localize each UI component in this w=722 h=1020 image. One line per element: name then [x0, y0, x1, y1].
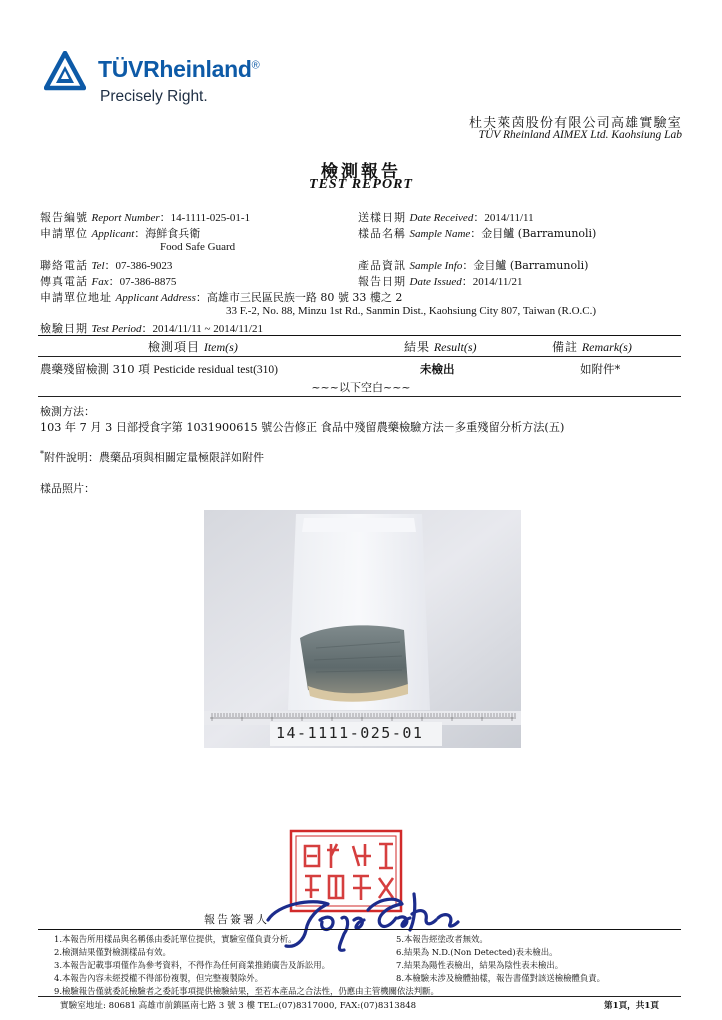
- note-item: 1.本報告所用樣品與名稱係由委託單位提供，實驗室僅負責分析。: [54, 934, 297, 944]
- col-header-result: 結果 Result(s): [404, 340, 477, 354]
- address-field: 申請單位地址 Applicant Address：高雄市三民區民族一路 80 號 33 樓之 2: [40, 291, 403, 304]
- brand-logo-text: TÜVRheinland®: [98, 56, 260, 82]
- note-item: 7.結果為陽性表檢出，結果為陰性表未檢出。: [396, 960, 564, 970]
- address-en: 33 F.-2, No. 88, Minzu 1st Rd., Sanmin Dist., Kaohsiung City 807, Taiwan (R.O.C.): [226, 305, 597, 317]
- date-received-field: 送樣日期 Date Received：2014/11/11: [358, 211, 534, 224]
- method-label: 檢測方法：: [40, 405, 95, 418]
- remark-value: 如附件*: [580, 362, 621, 376]
- report-title-cn: 檢測報告: [321, 162, 401, 182]
- table-top-rule: [38, 335, 681, 336]
- table-header-rule: [38, 356, 681, 357]
- note-item: 9.檢驗報告僅就委託檢驗者之委託事項提供檢驗結果，至若本產品之合法性，仍應由主管機關依法判斷。: [54, 986, 439, 996]
- signatory-label: 報告簽署人: [204, 913, 269, 926]
- method-text: 103 年 7 月 3 日部授食字第 1031900615 號公告修正 食品中殘留農藥檢驗方法－多重殘留分析方法(五): [40, 421, 565, 434]
- attachment-note: *附件說明：農藥品項與相關定量極限詳如附件: [40, 449, 264, 464]
- note-item: 6.結果為 N.D.(Non Detected)表未檢出。: [396, 947, 558, 957]
- lab-name-cn: 杜夫萊茵股份有限公司高雄實驗室: [468, 116, 682, 131]
- table-row: 農藥殘留檢測 310 項 Pesticide residual test(310): [40, 362, 278, 376]
- test-period-field: 檢驗日期 Test Period：2014/11/11 ~ 2014/11/21: [40, 322, 263, 335]
- blank-below-note: ~~~以下空白~~~: [311, 381, 411, 394]
- fax-field: 傳真電話 Fax：07-386-8875: [40, 275, 177, 288]
- sample-photo-label: 樣品照片：: [40, 482, 95, 495]
- notes-bottom-rule: [38, 996, 681, 997]
- sample-tag: 14-1111-025-01: [276, 724, 424, 742]
- sample-photo: [204, 510, 521, 748]
- report-number-field: 報告編號 Report Number：14-1111-025-01-1: [40, 211, 251, 224]
- applicant-field: 申請單位 Applicant：海鮮食兵衛: [40, 227, 201, 240]
- sample-info-field: 產品資訊 Sample Info：金目鱸 (Barramunoli): [358, 259, 589, 272]
- note-item: 3.本報告記載事項僅作為參考資料，不得作為任何商業推銷廣告及訴訟用。: [54, 960, 330, 970]
- note-item: 5.本報告經塗改者無效。: [396, 934, 488, 944]
- note-item: 4.本報告內容未經授權不得部份複製，但完整複製除外。: [54, 973, 263, 983]
- lab-name-en: TÜV Rheinland AIMEX Ltd. Kaohsiung Lab: [478, 129, 682, 141]
- result-value: 未檢出: [420, 362, 455, 376]
- col-header-remark: 備註 Remark(s): [552, 340, 632, 354]
- col-header-item: 檢測項目 Item(s): [148, 340, 238, 354]
- report-title-en: TEST REPORT: [309, 177, 413, 192]
- date-issued-field: 報告日期 Date Issued：2014/11/21: [358, 275, 523, 288]
- page-number: 第1頁，共1頁: [604, 1001, 659, 1011]
- lab-address-footer: 實驗室地址: 80681 高雄市前鎮區南七路 3 號 3 樓 TEL:(07)8317000, FAX:(07)8313848: [60, 1001, 417, 1011]
- note-item: 8.本檢驗未涉及檢體抽樣，報告書僅對該送檢檢體負責。: [396, 973, 605, 983]
- applicant-name-en: Food Safe Guard: [160, 241, 236, 253]
- tel-field: 聯絡電話 Tel：07-386-9023: [40, 259, 173, 272]
- sample-name-field: 樣品名稱 Sample Name：金目鱸 (Barramunoli): [358, 227, 597, 240]
- table-bottom-rule: [38, 396, 681, 397]
- note-item: 2.檢測結果僅對檢測樣品有效。: [54, 947, 171, 957]
- brand-tagline: Precisely Right.: [100, 88, 208, 105]
- tuv-triangle-logo-icon: [44, 51, 86, 91]
- notes-top-rule: [38, 929, 681, 930]
